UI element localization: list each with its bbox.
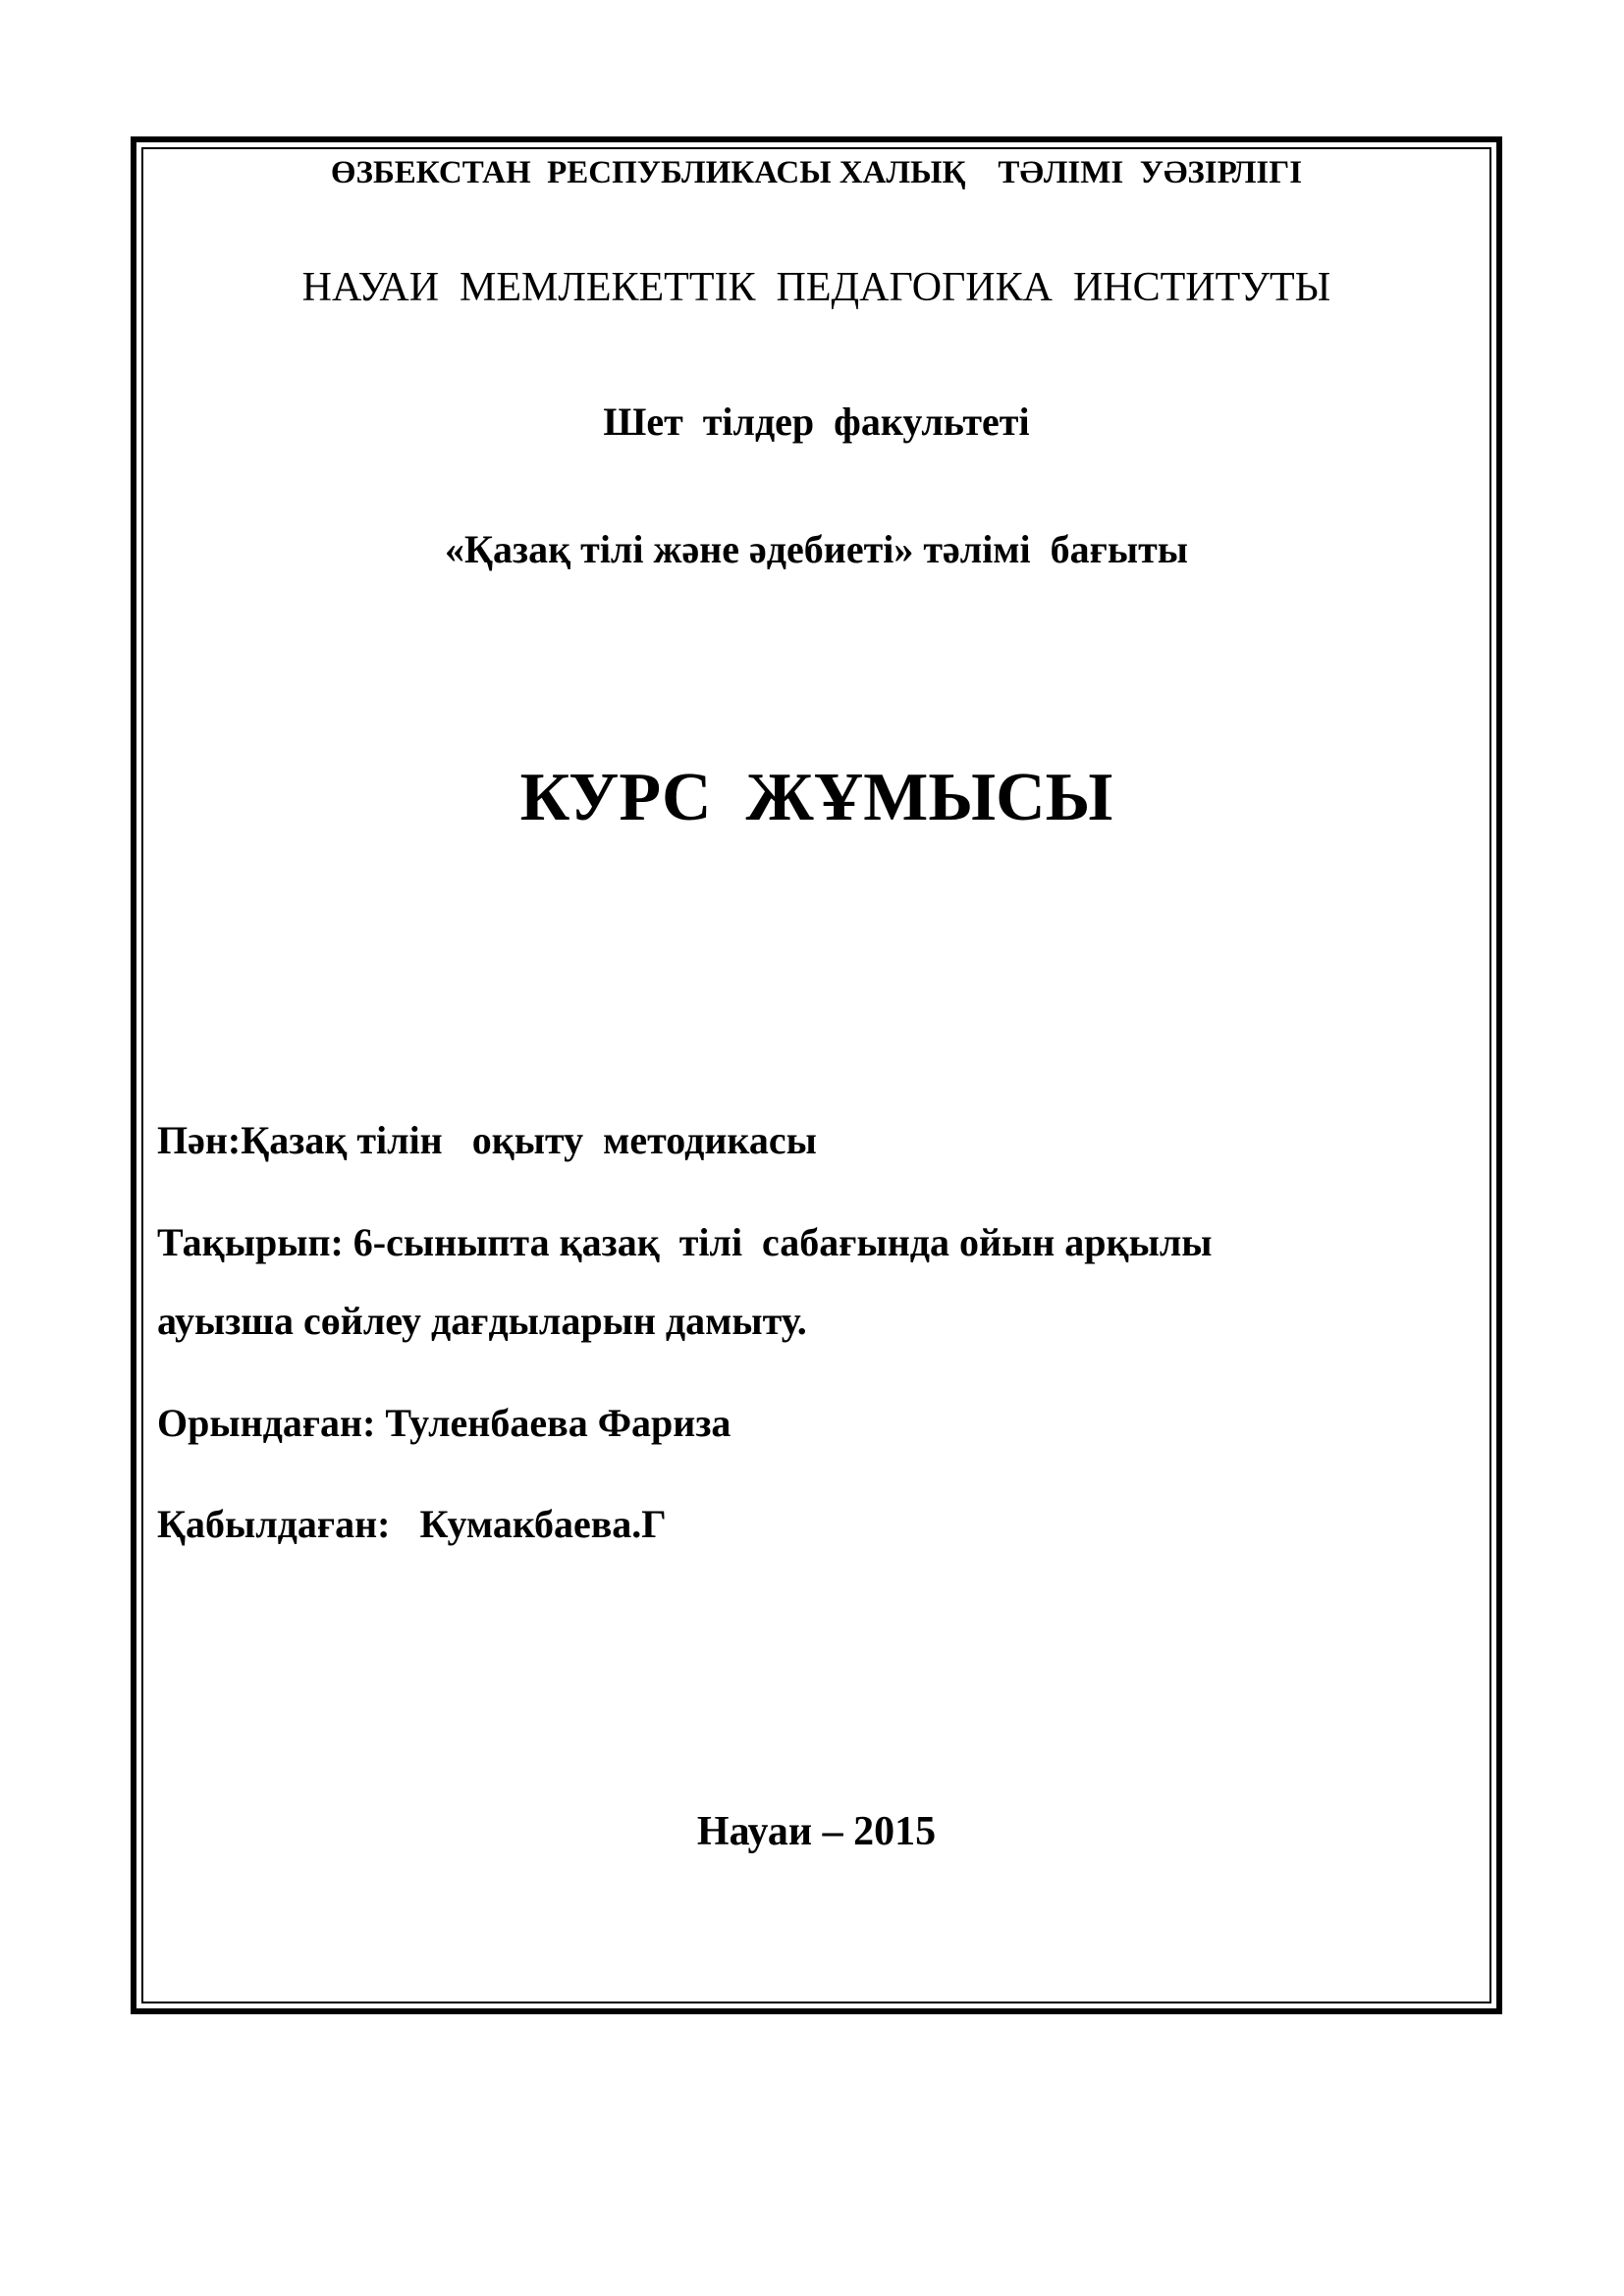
- accepted-by-field: Қабылдаған: Кумакбаева.Г: [157, 1502, 667, 1546]
- direction-heading: «Қазақ тілі және әдебиеті» тәлімі бағыты: [445, 527, 1188, 571]
- topic-field-line-2: ауызша сөйлеу дағдыларын дамыту.: [157, 1299, 807, 1343]
- city-year: Науаи – 2015: [696, 1809, 937, 1854]
- subject-field: Пән:Қазақ тілін оқыту методикасы: [157, 1118, 817, 1162]
- topic-field-line-1: Тақырып: 6-сыныпта қазақ тілі сабағында ойын арқылы: [157, 1220, 1213, 1264]
- document-title: КУРС ЖҰМЫСЫ: [519, 760, 1113, 835]
- ministry-heading: ӨЗБЕКСТАН РЕСПУБЛИКАСЫ ХАЛЫҚ ТӘЛІМІ УӘЗІРЛІГІ: [330, 155, 1303, 190]
- institute-heading: НАУАИ МЕМЛЕКЕТТІК ПЕДАГОГИКА ИНСТИТУТЫ: [301, 265, 1331, 310]
- performer-field: Орындаған: Туленбаева Фариза: [157, 1401, 731, 1445]
- faculty-heading: Шет тілдер факультеті: [603, 400, 1030, 444]
